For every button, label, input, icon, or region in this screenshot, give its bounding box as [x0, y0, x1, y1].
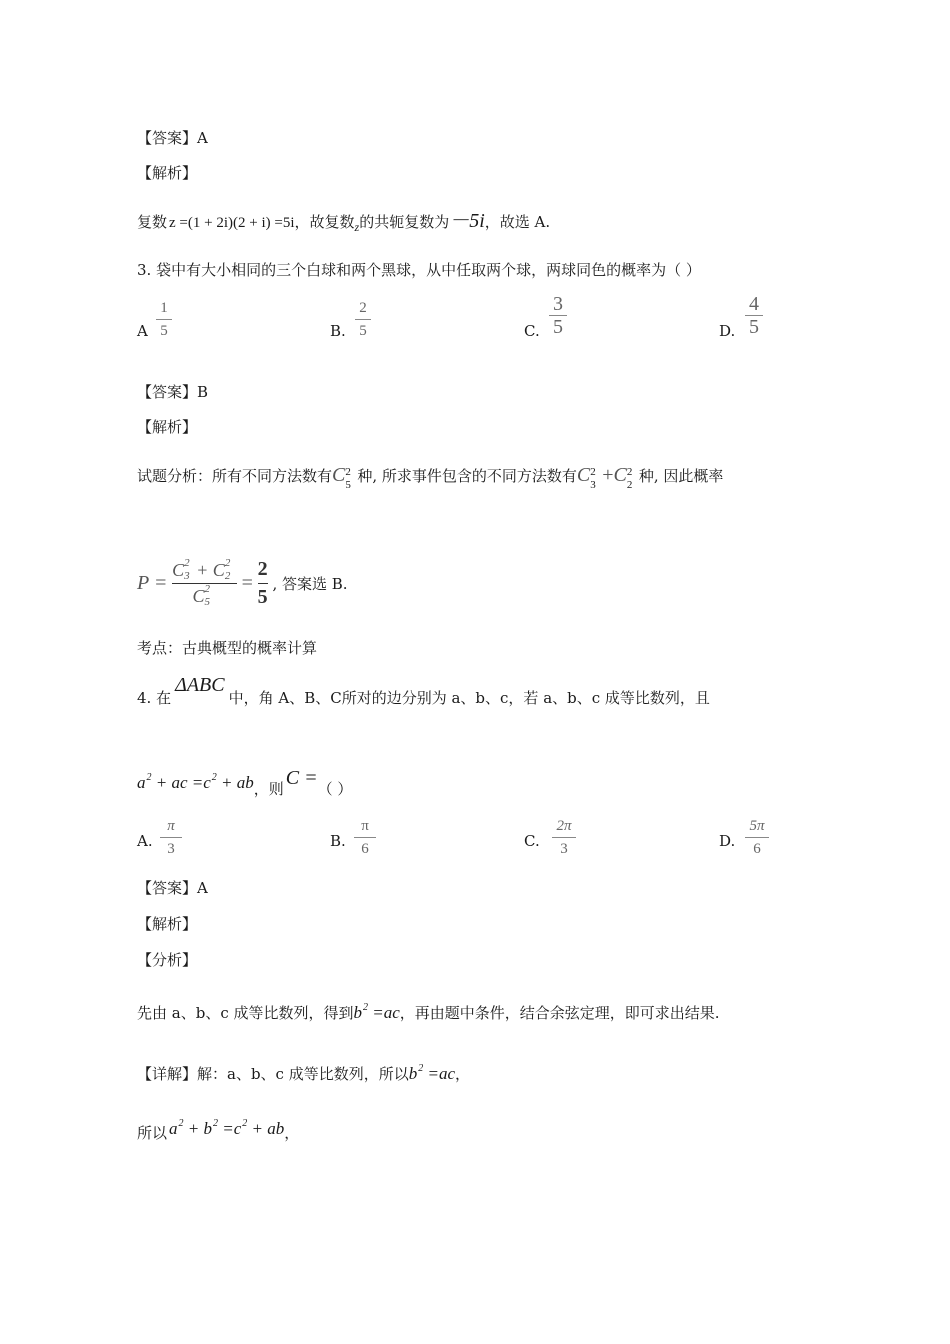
- q3-kaodian: 考点：古典概型的概率计算: [137, 639, 318, 657]
- q4-analysis-label: 【解析】: [137, 915, 198, 933]
- q4-option-c-value: 2π 3: [552, 816, 576, 859]
- q3-option-a-value: 1 5: [156, 298, 172, 341]
- q3-analysis-text: 试题分析：所有不同方法数有C 2 5 种, 所求事件包含的不同方法数有C 2 3 +C 2 2 种, 因此概率: [137, 464, 724, 491]
- q4-fenxi-text: 先由 a、b、c 成等比数列，得到$b^2 =ac$，再由题中条件，结合余弦定理，即可求出结果.: [137, 1002, 720, 1022]
- q4-so: 所以 $a^2 + b^2 =c^2$ + ab，: [137, 1118, 300, 1142]
- q3-option-d-value: 4 5: [745, 294, 763, 337]
- q4-stem: 4. 在ΔABC中，角 A、B、C所对的边分别为 a、b、c，若 a、b、c 成等比数列，且: [137, 674, 710, 707]
- q3-option-b-label: B.: [330, 322, 346, 340]
- q3-option-a-label: A: [137, 322, 148, 340]
- q3-analysis-label: 【解析】: [137, 418, 198, 436]
- q2-analysis-label: 【解析】: [137, 164, 198, 182]
- q3-probability-formula: P = C 2 3 + C 2 2 C 2 5 = $\frac{2}{5}$ , 答案选 B.: [137, 557, 348, 608]
- q3-option-c-label: C.: [524, 322, 540, 340]
- q4-option-a-label: A.: [137, 832, 153, 850]
- q4-option-b-label: B.: [330, 832, 346, 850]
- q2-answer: 【答案】A: [137, 129, 208, 147]
- q4-answer: 【答案】A: [137, 879, 208, 897]
- q4-fenxi-label: 【分析】: [137, 951, 198, 969]
- q4-detail: 【详解】解：a、b、c 成等比数列，所以$b^2 =ac$，: [137, 1063, 471, 1083]
- q4-option-c-label: C.: [524, 832, 540, 850]
- q4-option-b-value: π 6: [354, 816, 376, 859]
- q4-condition: $a^2$ + ac $=c^2$ + ab，则 C =（ ）: [137, 767, 353, 798]
- q3-option-d-label: D.: [719, 322, 736, 340]
- q3-answer: 【答案】B: [137, 383, 209, 401]
- q2-solution: 复数 z =(1 + 2i)(2 + i) =5i，故复数$_z$的共轭复数为－5i，故选 A.: [137, 210, 551, 234]
- q3-option-b-value: 2 5: [355, 298, 371, 341]
- q3-option-c-value: 3 5: [549, 294, 567, 337]
- q4-option-a-value: π 3: [160, 816, 182, 859]
- q4-option-d-value: 5π 6: [745, 816, 769, 859]
- q4-option-d-label: D.: [719, 832, 736, 850]
- q3-stem: 3. 袋中有大小相同的三个白球和两个黑球，从中任取两个球，两球同色的概率为（ ）: [137, 261, 701, 279]
